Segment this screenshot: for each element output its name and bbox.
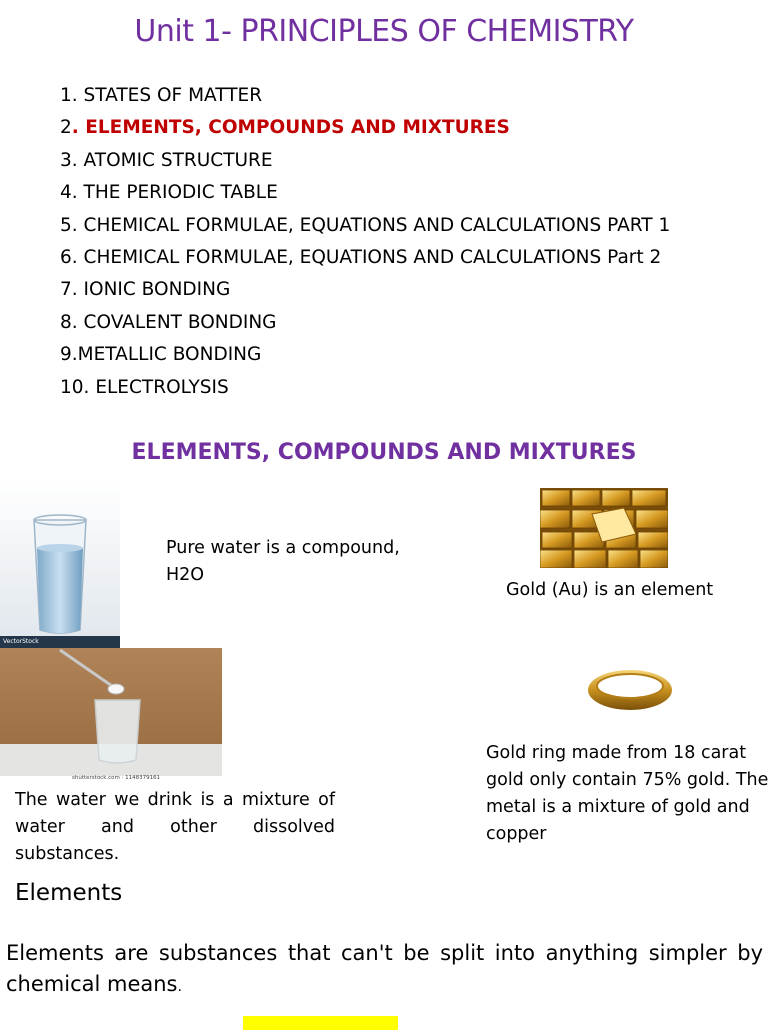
toc-item-number: 6.	[60, 247, 84, 269]
toc-item-label: STATES OF MATTER	[83, 85, 263, 106]
spoon-glass-image	[0, 648, 222, 781]
toc-item[interactable]	[60, 372, 670, 404]
toc-item[interactable]	[60, 242, 670, 274]
toc-item-label: IONIC BONDING	[83, 279, 231, 301]
toc-item[interactable]	[60, 210, 670, 242]
water-glass-image	[0, 480, 120, 650]
elements-definition-text: Elements are substances that can't be split into anything simpler by chemical means	[6, 941, 763, 996]
table-of-contents	[60, 80, 670, 404]
toc-item-active[interactable]	[60, 112, 670, 144]
toc-item-number: 5.	[60, 214, 84, 236]
page-title: Unit 1- PRINCIPLES OF CHEMISTRY	[134, 14, 634, 49]
toc-item-label: CHEMICAL FORMULAE, EQUATIONS AND CALCULATIONS PART 1	[83, 214, 671, 236]
gold-ring-image	[580, 660, 680, 720]
toc-item-label: COVALENT BONDING	[83, 311, 277, 333]
toc-item-number: 8.	[60, 311, 84, 333]
toc-item-label: ATOMIC STRUCTURE	[83, 149, 273, 171]
toc-item-label: THE PERIODIC TABLE	[83, 182, 278, 204]
toc-item-number: 7.	[60, 279, 84, 301]
elements-definition-period: .	[177, 979, 182, 995]
toc-item-number: 1.	[60, 85, 84, 106]
toc-item[interactable]	[60, 339, 670, 371]
toc-item[interactable]	[60, 80, 670, 112]
image-credit: shutterstock.com · 1148379161	[72, 775, 161, 781]
mixture-caption: The water we drink is a mixture of water and other dissolved substances.	[15, 790, 335, 864]
highlight-mark	[243, 1016, 398, 1030]
gold-caption: Gold (Au) is an element	[506, 580, 714, 600]
toc-item[interactable]	[60, 307, 670, 339]
gold-bars-image	[540, 488, 668, 568]
toc-item-label: METALLIC BONDING	[77, 344, 262, 366]
elements-definition	[6, 938, 763, 1003]
toc-item-number: 4.	[60, 182, 84, 204]
toc-item[interactable]	[60, 145, 670, 177]
toc-item-number: 10.	[60, 376, 96, 398]
toc-item-label: ELECTROLYSIS	[95, 376, 229, 398]
toc-item-number: 2	[60, 117, 72, 139]
toc-item-number: 3.	[60, 149, 84, 171]
toc-item[interactable]	[60, 177, 670, 209]
elements-heading: Elements	[15, 880, 123, 906]
water-caption: Pure water is a compound, H2O	[166, 538, 400, 585]
section-heading: ELEMENTS, COMPOUNDS AND MIXTURES	[131, 440, 637, 465]
toc-item-label: CHEMICAL FORMULAE, EQUATIONS AND CALCULATIONS Part 2	[83, 247, 662, 269]
ring-caption: Gold ring made from 18 carat gold only contain 75% gold. The metal is a mixture of gold and copper	[486, 743, 768, 844]
toc-item-label: . ELEMENTS, COMPOUNDS AND MIXTURES	[71, 117, 510, 139]
toc-item[interactable]	[60, 274, 670, 306]
watermark-text: VectorStock	[3, 638, 39, 645]
toc-item-number: 9.	[60, 344, 78, 366]
